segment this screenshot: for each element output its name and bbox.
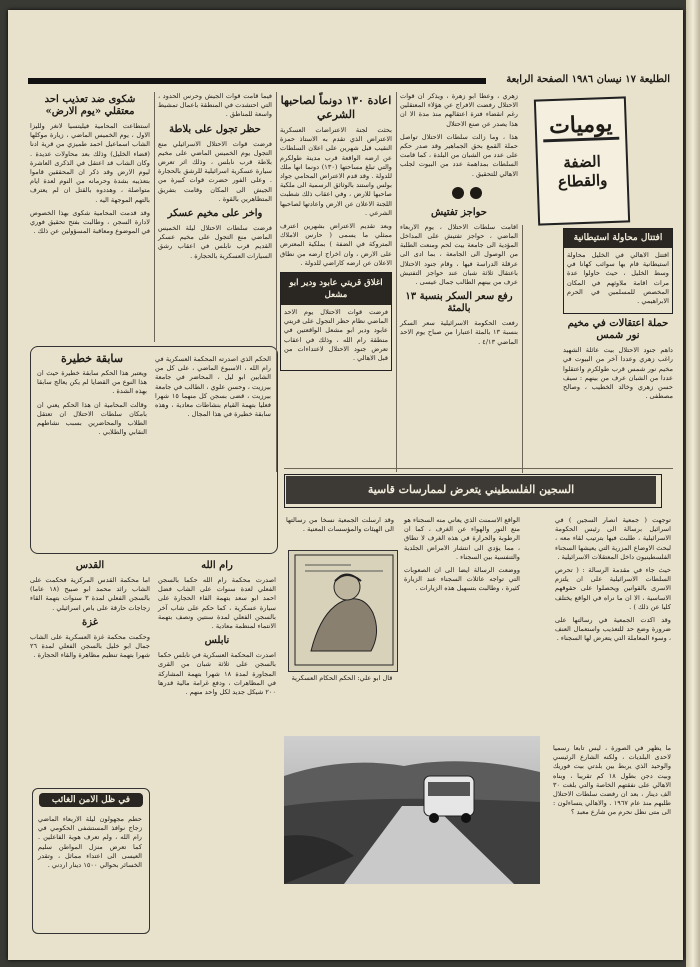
col1-box-title: افتتال محاولة استيطانية xyxy=(564,229,672,248)
col5-text-1: استطاعت المحامية فيليتسيا لانغر ولليزا الاول ، يوم الخميس الماضي ، زيارة موكلها الشاب اسماعيل احمد طميزي من قرية ادنا (قضاء الخليل) وذلك بعد محاولات عديدة . وكان الشاب قد اعتقل في الذكرى العاشرة ليوم الارض وقد ذكر ان المحققين قاموا بتعذيبه بشدة وحرمانه من النوم لعدة ايام متواصلة ، وهددوه بالقتل ان لم يعترف بالتهم الموجهة اليه . xyxy=(30,122,150,204)
prisoner-col-narrow xyxy=(286,516,394,538)
prisoner-banner: السجين الفلسطيني يتعرض لممارسات قاسية xyxy=(286,476,656,504)
gaza-text: وحكمت محكمة غزة العسكرية على الشاب جمال ابو خليل بالسجن الفعلي لمدة ٢٦ شهرا بتهمة تنظيم مظاهرة والقاء الحجارة . xyxy=(30,632,150,660)
absent-security-text: حطم مجهولون ليلة الاربعاء الماضي زجاج نوافذ المستشفى الحكومي في رام الله ، ولم تعرف هوية الفاعلين . كما تعرض منزل المواطن سليم العيسى الى اعتداء مماثل ، وتقدر الخسائر بحوالي ١٥٠٠ دينار اردني . xyxy=(38,815,142,870)
prisoner-text-1: توجهت ( جمعية انصار السجين ) في اسرائيل برسالة الى رئيس الحكومة الاسرائيلية ، طلبت فيها بترتيب لقاء معه ، لبحث الاوضاع المزرية التي يعيشها السجناء الفلسطينيون داخل المعتقلات الاسرائيلية . xyxy=(555,516,671,561)
page-header xyxy=(28,70,676,90)
col4-headline-2: واخر على مخيم عسكر xyxy=(167,208,263,220)
col4-text-1: فرضت قوات الاحتلال الاسرائيلي منع التجول يوم الخميس الماضي على مخيم بلاطة قرب نابلس ، وذلك اثر تعرض سيارة عسكرية اسرائيلية للرشق بالحجارة . وعلى الفور حضرت قوات كبيرة من الجيش الى المكان وقامت بتفريق المتظاهرين بالقوة . xyxy=(158,139,272,203)
header-runner: الطليعة ١٧ نيسان ١٩٨٦ الصفحة الرابعة xyxy=(506,74,670,85)
road-photo xyxy=(284,736,540,884)
column-rule xyxy=(276,92,277,472)
header-rule xyxy=(28,78,486,84)
col3-box-text: فرضت قوات الاحتلال يوم الاحد الماضي نظام حظر التجول على قريتي عابود ودير ابو مشعل الواقعتين في منطقة رام الله ، وذلك في اعقاب تعرض جنود الاحتلال لاعتداءات من قبل الاهالي . xyxy=(284,308,388,363)
nablus-headline: نابلس xyxy=(204,635,230,647)
col2-headline-2: رفع سعر السكر بنسبة ١٣ بالمئة xyxy=(405,291,513,315)
absent-security-box xyxy=(32,788,150,934)
section-rule xyxy=(284,468,673,469)
box-text-2b: ويعتبر هذا الحكم سابقة خطيرة حيث ان هذا النوع من القضايا لم يكن يعالج سابقا بهذه الشدة . xyxy=(37,369,147,396)
ramallah-headline: رام الله xyxy=(201,560,233,571)
prisoner-col-right xyxy=(555,516,671,648)
bullet-dot xyxy=(452,187,464,199)
logo-word-daily: يوميات xyxy=(542,111,619,143)
col2-headline-1: حواجز تفتيش xyxy=(431,206,487,218)
nablus-text: اصدرت المحكمة العسكرية في نابلس حكما بالسجن على ثلاثة شبان من القرى المجاورة لمدة ١٨ شهرا بتهمة المشاركة في المظاهرات ، ودفع غرامة مالية قدرها ٢٠٠ شيكل جديد لكل واحد منهم . xyxy=(158,651,277,697)
prisoner-text-2: حيث جاء في مقدمة الرسالة : ( تحرص السلطات الاسرائيلية على ان يلتزم الاسرى بالقوانين ويحصلوا على حقوقهم الاساسية ، الا ان ما نراه في الواقع يختلف كليا عن ذلك ) . xyxy=(555,566,671,611)
column-1 xyxy=(563,220,673,405)
col3-text-1: بحثت لجنة الاعتراضات العسكرية الاعتراض الذي تقدم به الاستاذ حمزة النقيب قبل شهرين على اعلان السلطات عن ارضه الواقعة قرب مدينة طولكرم والتي تبلغ مساحتها (١٣٠) دونما انها ملك للدولة . وقد قدم الاعتراض المحامي جواد بولس واستند بالوثائق الرسمية الى ملكية صاحبها للارض ، وفي اعقاب ذلك شطبت اللجنة الاعلان عن الارض واعادتها لصاحبها الشرعي . xyxy=(280,126,392,217)
col2-text-2: رفعت الحكومة الاسرائيلية سعر السكر بنسبة ١٣ بالمئة اعتبارا من صباح يوم الاحد الماضي ٤/١٣ . xyxy=(400,319,519,346)
prisoner-text-4: الواقع الاسمنت الذي يعاني منه السجناء هو منع النور والهواء عن الغرف ، كما ان الرطوبة والحرارة في هذه الغرف لا تطاق ، مما يؤدي الى انتشار الامراض الجلدية والتنفسية بين السجناء . xyxy=(404,516,520,561)
col1-headline-2: حملة اعتقالات في مخيم نور شمس xyxy=(567,318,669,342)
quds-headline: القدس xyxy=(75,560,105,571)
column-3 xyxy=(280,92,392,371)
column-4 xyxy=(158,92,272,265)
col3-headline-1: اعادة ١٣٠ دونماً لصاحبها الشرعي xyxy=(280,94,392,121)
column-2-main xyxy=(400,92,518,351)
logo-word-west-bank-gaza: الضفة والقطاع xyxy=(557,152,608,191)
column-rule xyxy=(396,92,397,472)
col1-box-text: افتتل الاهالي في الخليل محاولة استيطانية قام بها سوائب كهانا في وسط الخليل ، حيث حاولوا عدة مرات اقامة ملاوثهم في المكان المخصص للمسلمين في الحرم الابراهيمي . xyxy=(567,251,669,306)
photo-caption-text: ما يظهر في الصورة ، ليس تابعا رسميا لاحدى البلديات ، ولكنه الشارع الرئيسي والوحيد الذي يربط بين بلدتي بيت فوريك وبيت دجن بطول ١٨ كم تقريبا ، وبناه الاهالي على نفقتهم الخاصة والتي بلغت ٣٠ الف دينار ، بعد ان رفضت سلطات الاحتلال طلبهم منذ عام ١٩٦٧ . والاهالي يتساءلون : الى متى نظل نحرم من شارع معبد ؟ xyxy=(553,744,672,817)
prisoner-text-5: ووضعت الرسالة ايضا الى ان الصعوبات التي تواجه عائلات السجناء عند الزيارة كثيرة ، وطالبت بتسهيل هذه الزيارات . xyxy=(404,566,520,593)
cartoon-drawing xyxy=(291,551,397,669)
col5-text-1b: وقد قدمت المحامية شكوى بهذا الخصوص لادارة السجن ، وطالبت بفتح تحقيق فوري في الموضوع ومعاقبة المسؤولين عن ذلك . xyxy=(30,208,150,236)
photo-caption xyxy=(553,744,671,822)
newspaper-page xyxy=(8,10,683,960)
bullet-dot xyxy=(470,187,482,199)
column-rule xyxy=(154,92,155,342)
box-text-2: الحكم الذي اصدرته المحكمة العسكرية في رام الله ، الاسبوع الماضي ، على كل من الشابين ابو ليل ، المحاضر في جامعة بيرزيت ، وحسن علوي ، الطالب في جامعة بيرزيت ، قضى بسجن كل منهما ١٥ شهرا فعليا بتهمة القيام بنشاطات معادية ، وهذه سابقة خطيرة في هذا المجال . xyxy=(155,355,271,419)
quds-text: اما محكمة القدس المركزية فحكمت على الشاب رائد محمد ابو صبيح (١٨ عاما) بالسجن الفعلي لمدة ٣ سنوات بتهمة القاء زجاجات حارقة على باص اسرائيلي . xyxy=(30,576,150,612)
dangerous-precedent-box xyxy=(30,346,278,554)
col3-box xyxy=(280,272,392,371)
cartoon-caption: قال ابو علي: الحكم الحكام العسكرية xyxy=(291,674,393,682)
box-col-left xyxy=(37,351,147,441)
col3-box-title: اغلاق قريتي عابود ودير ابو مشعل xyxy=(281,273,391,305)
page-edge xyxy=(686,0,700,967)
box-headline: سابقة خطيرة xyxy=(61,352,123,365)
column-5 xyxy=(30,92,150,240)
section-logo xyxy=(534,96,630,225)
col4-text-2: فرضت سلطات الاحتلال ليلة الخميس الماضي منع التجول على مخيم عسكر القديم قرب نابلس في اعقاب رشق السيارات العسكرية بالحجارة . xyxy=(158,224,272,260)
col4-intro: فيما قامت قوات الجيش وحرس الحدود ، التي احتشدت في المنطقة باعمال تمشيط واسعة للمناطق . xyxy=(158,92,272,119)
col3-text-1b: وبعد تقديم الاعتراض بشهرين اعترف ممثلي ما يسمى ( حارس الاملاك المتروكة في الضفة ) بملكية المعترض على الارض ، وان اخراج ارضه من نطاق الاعلان عن ارضه كاراضي للدولة . xyxy=(280,222,392,267)
col1-text-2: داهم جنود الاحتلال بيت عائلة الشهيد راغب زهري وعددا آخر من البيوت في مخيم نور شمس قرب طولكرم واعتقلوا عددا من الشبان عرف من بينهم : سيف حسن زهري وخالد الخطيب ، وصالح مصطفى . xyxy=(563,346,673,401)
col2-intro: هذا ، وما زالت سلطات الاحتلال تواصل حملة القمع بحق الجماهير وقد صدر حكم على عدد من الشبان من البلدة ، كما قامت السلطات بمداهمة عدد من البيوت لجلب الاهالي للتحقيق . xyxy=(400,132,518,178)
box-text-2c: وقالت المحامية ان هذا الحكم يعني ان بامكان سلطات الاحتلال ان تعتقل الطلاب والمحاضرين بسبب نشاطهم النقابي والطلابي . xyxy=(37,400,147,437)
verdicts-col-left xyxy=(30,558,150,664)
absent-security-title: في ظل الامن الغائب xyxy=(39,793,143,807)
cartoon xyxy=(288,550,398,672)
col2-dots xyxy=(400,183,518,205)
gaza-headline: غزة xyxy=(82,616,98,628)
prisoner-col-mid xyxy=(404,516,520,598)
box-col-right xyxy=(155,355,271,423)
col4-headline-1: حظر تجول على بلاطة xyxy=(169,123,261,135)
verdicts-col-right xyxy=(158,558,276,701)
prisoner-text-6: وقد ارسلت الجمعية نسخا من رسالتها الى الهيئات والمؤسسات المعنية . xyxy=(286,516,394,534)
col2-text-1: اقامت سلطات الاحتلال ، يوم الاربعاء الماضي ، حواجز تفتيش على المداخل المؤدية الى جامعة بيت لحم ومنعت الطلبة من الوصول الى الجامعة ، بما ادى الى عرقلة الدراسة فيها ، وقام جنود الاحتلال باعتقال ثلاثة شبان عند حواجز التفتيش عرف من بينهم الطالب جمال عيسى . xyxy=(400,222,518,287)
prisoner-text-3: وقد اكدت الجمعية في رسالتها على ضرورة وضع حد للتعذيب واستعمال العنف ، وسوء المعاملة التي يتعرض لها السجناء . xyxy=(555,616,671,643)
col5-headline-1: شكوى ضد تعذيب احد معتقلي «يوم الارض» xyxy=(44,94,136,117)
road-photo-image xyxy=(284,736,540,884)
column-rule xyxy=(522,225,523,473)
col1-box xyxy=(563,228,673,314)
col1-intro: زهري ، وعطا ابو زهرة ، ويذكر ان قوات الاحتلال رفضت الافراج عن هؤلاء المعتقلين رغم انقضاء فترة اعتقالهم منذ مدة الا ان هذا يصدر عن صنع الاحتلال xyxy=(400,92,518,128)
ramallah-text: اصدرت محكمة رام الله حكما بالسجن الفعلي لعدة سنوات على الشاب فضل احمد ابو سعد بتهمة القاء الحجارة على سيارة عسكرية ، كما حكم على شاب آخر بالسجن الفعلي لمدة سنتين ونصف بتهمة الانتماء لمنظمة معادية . xyxy=(158,576,276,631)
col1-box-spacer xyxy=(563,220,673,224)
